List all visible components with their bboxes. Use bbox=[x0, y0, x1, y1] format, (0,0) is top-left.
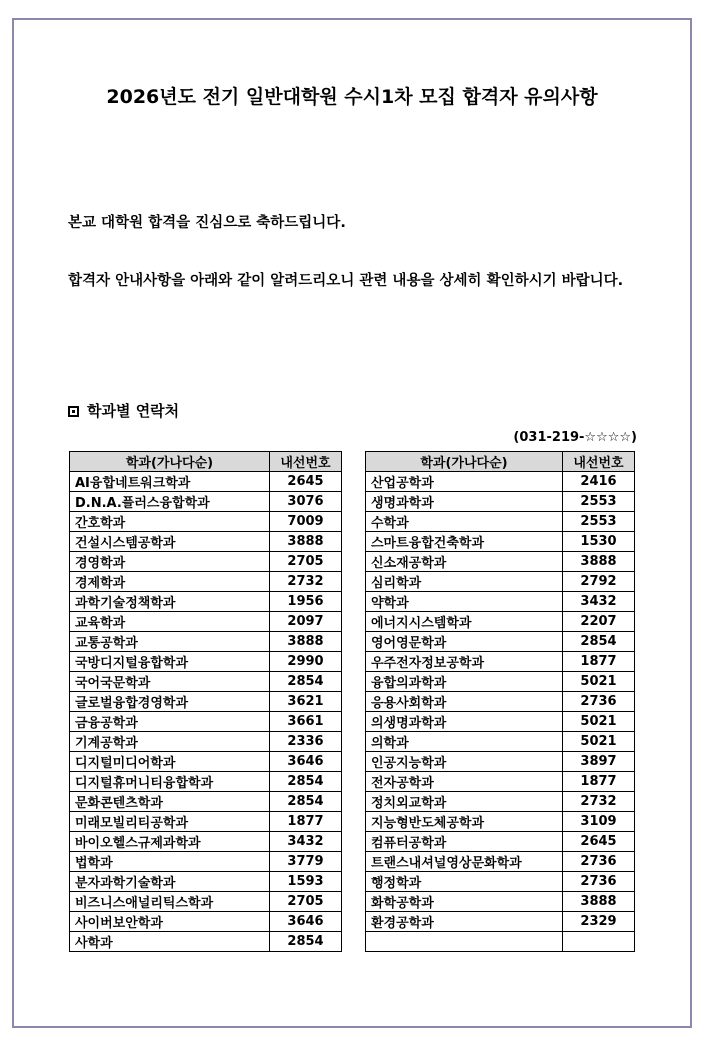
extension-number: 3897 bbox=[563, 752, 635, 772]
table-row bbox=[366, 912, 635, 932]
department-name: 사이버보안학과 bbox=[70, 912, 270, 932]
table-header-row bbox=[366, 452, 635, 472]
table-row bbox=[366, 732, 635, 752]
department-name: 컴퓨터공학과 bbox=[366, 832, 563, 852]
department-name: 글로벌융합경영학과 bbox=[70, 692, 270, 712]
extension-number: 2990 bbox=[270, 652, 342, 672]
department-name: 의생명과학과 bbox=[366, 712, 563, 732]
table-header-row bbox=[70, 452, 342, 472]
extension-number: 2207 bbox=[563, 612, 635, 632]
extension-number: 2705 bbox=[270, 552, 342, 572]
table-row bbox=[70, 732, 342, 752]
extension-number: 3888 bbox=[563, 892, 635, 912]
table-row bbox=[70, 572, 342, 592]
department-name: 국방디지털융합학과 bbox=[70, 652, 270, 672]
department-name: 경영학과 bbox=[70, 552, 270, 572]
table-row bbox=[70, 652, 342, 672]
table-row bbox=[70, 692, 342, 712]
department-name: 기계공학과 bbox=[70, 732, 270, 752]
table-row bbox=[70, 752, 342, 772]
table-row bbox=[70, 832, 342, 852]
department-name: 수학과 bbox=[366, 512, 563, 532]
phone-prefix-note: (031-219-☆☆☆☆) bbox=[513, 430, 637, 445]
table-row bbox=[366, 572, 635, 592]
table-row bbox=[366, 592, 635, 612]
extension-number: 3646 bbox=[270, 912, 342, 932]
table-row bbox=[366, 492, 635, 512]
department-name: 분자과학기술학과 bbox=[70, 872, 270, 892]
department-name: 영어영문학과 bbox=[366, 632, 563, 652]
extension-number: 1877 bbox=[563, 652, 635, 672]
department-name: D.N.A.플러스융합학과 bbox=[70, 492, 270, 512]
extension-number: 5021 bbox=[563, 732, 635, 752]
table-row bbox=[366, 632, 635, 652]
table-row bbox=[366, 792, 635, 812]
extension-number: 2645 bbox=[270, 472, 342, 492]
table-row bbox=[366, 512, 635, 532]
department-name: 응용사회학과 bbox=[366, 692, 563, 712]
column-header-department: 학과(가나다순) bbox=[70, 452, 270, 472]
table-row bbox=[70, 492, 342, 512]
extension-number: 2736 bbox=[563, 872, 635, 892]
department-name: 융합의과학과 bbox=[366, 672, 563, 692]
extension-number: 2854 bbox=[270, 932, 342, 952]
extension-number: 2553 bbox=[563, 492, 635, 512]
extension-number: 3661 bbox=[270, 712, 342, 732]
table-row bbox=[70, 812, 342, 832]
department-name: 심리학과 bbox=[366, 572, 563, 592]
table-row bbox=[70, 592, 342, 612]
department-name: 트랜스내셔널영상문화학과 bbox=[366, 852, 563, 872]
extension-number: 2854 bbox=[270, 672, 342, 692]
table-row bbox=[70, 472, 342, 492]
department-name: 환경공학과 bbox=[366, 912, 563, 932]
table-row bbox=[70, 852, 342, 872]
table-row bbox=[70, 872, 342, 892]
department-name: 디지털휴머니티융합학과 bbox=[70, 772, 270, 792]
table-row bbox=[366, 772, 635, 792]
department-name: 에너지시스템학과 bbox=[366, 612, 563, 632]
table-row bbox=[70, 792, 342, 812]
department-name: 정치외교학과 bbox=[366, 792, 563, 812]
extension-number: 2097 bbox=[270, 612, 342, 632]
extension-number: 2854 bbox=[270, 792, 342, 812]
table-row bbox=[366, 532, 635, 552]
department-name: 디지털미디어학과 bbox=[70, 752, 270, 772]
department-name: 행정학과 bbox=[366, 872, 563, 892]
extension-number: 3432 bbox=[563, 592, 635, 612]
table-row bbox=[366, 672, 635, 692]
extension-number: 1956 bbox=[270, 592, 342, 612]
department-name: 사학과 bbox=[70, 932, 270, 952]
extension-number: 2732 bbox=[563, 792, 635, 812]
department-name: 약학과 bbox=[366, 592, 563, 612]
section-heading-label: 학과별 연락처 bbox=[87, 402, 180, 420]
extension-number: 1530 bbox=[563, 532, 635, 552]
extension-number: 3109 bbox=[563, 812, 635, 832]
table-row bbox=[366, 472, 635, 492]
extension-number: 3076 bbox=[270, 492, 342, 512]
extension-number: 2736 bbox=[563, 692, 635, 712]
extension-number: 2336 bbox=[270, 732, 342, 752]
table-row bbox=[70, 892, 342, 912]
department-name: 화학공학과 bbox=[366, 892, 563, 912]
table-row bbox=[70, 912, 342, 932]
table-row bbox=[70, 772, 342, 792]
column-header-extension: 내선번호 bbox=[270, 452, 342, 472]
extension-number: 3888 bbox=[270, 532, 342, 552]
table-row bbox=[366, 652, 635, 672]
extension-number: 2736 bbox=[563, 852, 635, 872]
department-name: 지능형반도체공학과 bbox=[366, 812, 563, 832]
extension-number: 2553 bbox=[563, 512, 635, 532]
department-name: 스마트융합건축학과 bbox=[366, 532, 563, 552]
extension-number: 2705 bbox=[270, 892, 342, 912]
contacts-table-right bbox=[365, 451, 635, 952]
table-row bbox=[70, 552, 342, 572]
extension-number: 2416 bbox=[563, 472, 635, 492]
extension-number: 2645 bbox=[563, 832, 635, 852]
section-heading bbox=[68, 400, 179, 421]
table-row bbox=[366, 852, 635, 872]
extension-number: 1877 bbox=[563, 772, 635, 792]
extension-number: 1877 bbox=[270, 812, 342, 832]
table-row bbox=[70, 672, 342, 692]
table-row bbox=[366, 692, 635, 712]
department-name: 바이오헬스규제과학과 bbox=[70, 832, 270, 852]
department-name: 생명과학과 bbox=[366, 492, 563, 512]
table-row bbox=[366, 832, 635, 852]
extension-number: 7009 bbox=[270, 512, 342, 532]
department-name: 우주전자정보공학과 bbox=[366, 652, 563, 672]
intro-paragraph-congrats: 본교 대학원 합격을 진심으로 축하드립니다. bbox=[68, 215, 346, 231]
extension-number: 3888 bbox=[563, 552, 635, 572]
department-name: 간호학과 bbox=[70, 512, 270, 532]
intro-paragraph-notice: 합격자 안내사항을 아래와 같이 알려드리오니 관련 내용을 상세히 확인하시기 바랍니다. bbox=[68, 273, 624, 289]
document-title: 2026년도 전기 일반대학원 수시1차 모집 합격자 유의사항 bbox=[106, 86, 598, 108]
extension-number: 3621 bbox=[270, 692, 342, 712]
department-name: 교육학과 bbox=[70, 612, 270, 632]
department-name: 건설시스템공학과 bbox=[70, 532, 270, 552]
extension-number: 5021 bbox=[563, 712, 635, 732]
contacts-table-left bbox=[69, 451, 342, 952]
table-row bbox=[366, 892, 635, 912]
table-row bbox=[70, 932, 342, 952]
department-name: 미래모빌리티공학과 bbox=[70, 812, 270, 832]
department-name: 의학과 bbox=[366, 732, 563, 752]
department-name: 전자공학과 bbox=[366, 772, 563, 792]
department-name: 산업공학과 bbox=[366, 472, 563, 492]
table-row bbox=[366, 612, 635, 632]
square-bullet-icon bbox=[68, 406, 79, 417]
department-name: 비즈니스애널리틱스학과 bbox=[70, 892, 270, 912]
department-name: 문화콘텐츠학과 bbox=[70, 792, 270, 812]
extension-number: 3432 bbox=[270, 832, 342, 852]
table-row bbox=[366, 752, 635, 772]
extension-number: 2732 bbox=[270, 572, 342, 592]
extension-number: 3646 bbox=[270, 752, 342, 772]
table-row bbox=[366, 712, 635, 732]
table-row bbox=[366, 812, 635, 832]
department-name: 법학과 bbox=[70, 852, 270, 872]
extension-number: 3888 bbox=[270, 632, 342, 652]
department-name: 신소재공학과 bbox=[366, 552, 563, 572]
extension-number bbox=[563, 932, 635, 952]
department-name: 인공지능학과 bbox=[366, 752, 563, 772]
extension-number: 2854 bbox=[270, 772, 342, 792]
column-header-extension: 내선번호 bbox=[563, 452, 635, 472]
department-name: AI융합네트워크학과 bbox=[70, 472, 270, 492]
extension-number: 2792 bbox=[563, 572, 635, 592]
table-row bbox=[70, 612, 342, 632]
department-name: 교통공학과 bbox=[70, 632, 270, 652]
extension-number: 3779 bbox=[270, 852, 342, 872]
extension-number: 2854 bbox=[563, 632, 635, 652]
department-name: 과학기술정책학과 bbox=[70, 592, 270, 612]
table-row bbox=[366, 872, 635, 892]
extension-number: 2329 bbox=[563, 912, 635, 932]
table-row bbox=[366, 932, 635, 952]
department-name: 국어국문학과 bbox=[70, 672, 270, 692]
extension-number: 1593 bbox=[270, 872, 342, 892]
extension-number: 5021 bbox=[563, 672, 635, 692]
department-name: 금융공학과 bbox=[70, 712, 270, 732]
table-row bbox=[70, 512, 342, 532]
department-name bbox=[366, 932, 563, 952]
table-row bbox=[366, 552, 635, 572]
table-row bbox=[70, 632, 342, 652]
department-name: 경제학과 bbox=[70, 572, 270, 592]
column-header-department: 학과(가나다순) bbox=[366, 452, 563, 472]
table-row bbox=[70, 712, 342, 732]
table-row bbox=[70, 532, 342, 552]
